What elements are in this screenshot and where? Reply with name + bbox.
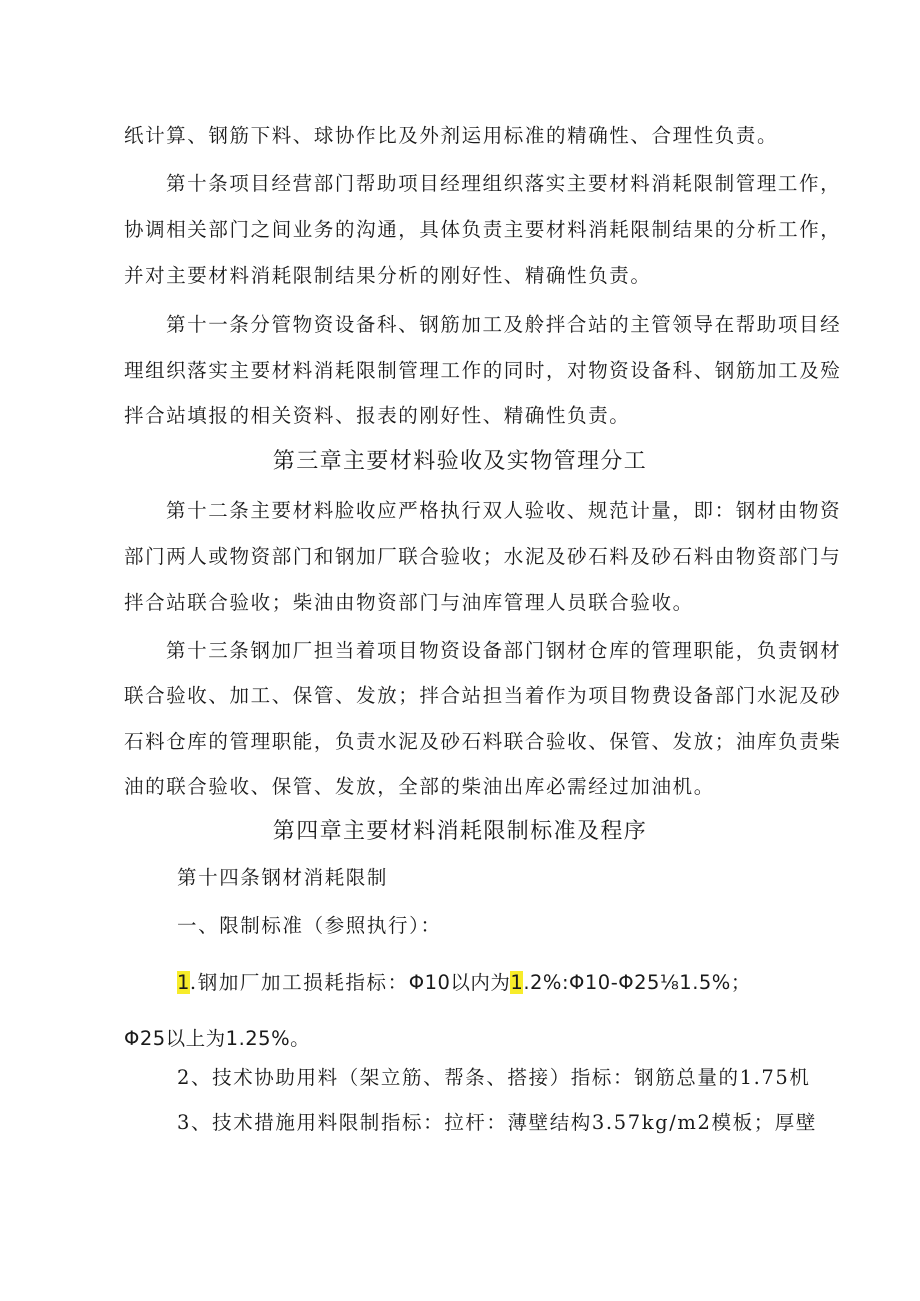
article-12-line-2: 部门两人或物资部门和钢加厂联合验收；水泥及砂石料及砂石料由物资部门与 [124,545,842,568]
loss-index-line [177,967,751,995]
article-12-line-1: 第十二条主要材料脸收应严格执行双人验收、规范计量，即：钢材由物资 [166,499,842,522]
article-14-title: 第十四条钢材消耗限制 [177,866,389,889]
loss-index-continuation: Φ25以上为1.25%。 [124,1027,311,1050]
article-10-line-2: 协调相关部门之间业务的沟通，具体负责主要材料消耗限制结果的分析工作， [124,218,842,241]
article-11-line-3: 拌合站填报的相关资料、报表的刚好性、精确性负责。 [124,404,631,427]
article-13-line-3: 石料仓库的管理职能，负责水泥及砂石料联合验收、保管、发放；油库负责柴 [124,730,842,753]
loss-range-text: Φ10以内为 [408,971,511,994]
item-3-line: 3、技术措施用料限制指标：拉杆：薄壁结构3.57kg∕m2模板；厚壁 [177,1111,817,1134]
article-11-line-2: 理组织落实主要材料消耗限制管理工作的同时，对物资设备科、钢筋加工及殓 [124,359,842,382]
loss-rate-text: .2%:Φ10-Φ25⅛1.5%； [523,971,751,994]
article-13-line-2: 联合验收、加工、保管、发放；拌合站担当着作为项目物费设备部门水泥及砂 [124,684,842,707]
chapter-3-title: 第三章主要材料验收及实物管理分工 [272,449,648,474]
item-2-line: 2、技术协助用料（架立筋、帮条、搭接）指标：钢筋总量的1.75机 [177,1066,811,1089]
highlighted-number: 1 [510,971,524,994]
article-12-line-3: 拌合站联合验收；柴油由物资部门与油库管理人员联合验收。 [124,591,694,614]
article-13-line-1: 第十三条钢加厂担当着项目物资设备部门钢材仓库的管理职能，负责钢材 [166,639,842,662]
article-11-line-1: 第十一条分管物资设备科、钢筋加工及舲拌合站的主管领导在帮助项目经 [166,313,842,336]
article-13-line-4: 油的联合验收、保管、发放，全部的柴油出库必需经过加油机。 [124,775,715,798]
loss-index-text: .钢加厂加工损耗指标： [189,971,409,994]
highlighted-number: 1 [177,971,190,994]
article-10-line-1: 第十条项目经营部门帮助项目经理组织落实主要材料消耗限制管理工作， [166,172,842,195]
chapter-4-title: 第四章主要材料消耗限制标准及程序 [272,819,648,844]
item-1-header: 一、限制标准（参照执行）： [177,914,442,937]
article-10-line-3: 并对主要材料消耗限制结果分析的刚好性、精确性负责。 [124,264,652,287]
paragraph-line: 纸计算、钢筋下料、球协作比及外剂运用标准的精确性、合理性负责。 [124,124,779,147]
